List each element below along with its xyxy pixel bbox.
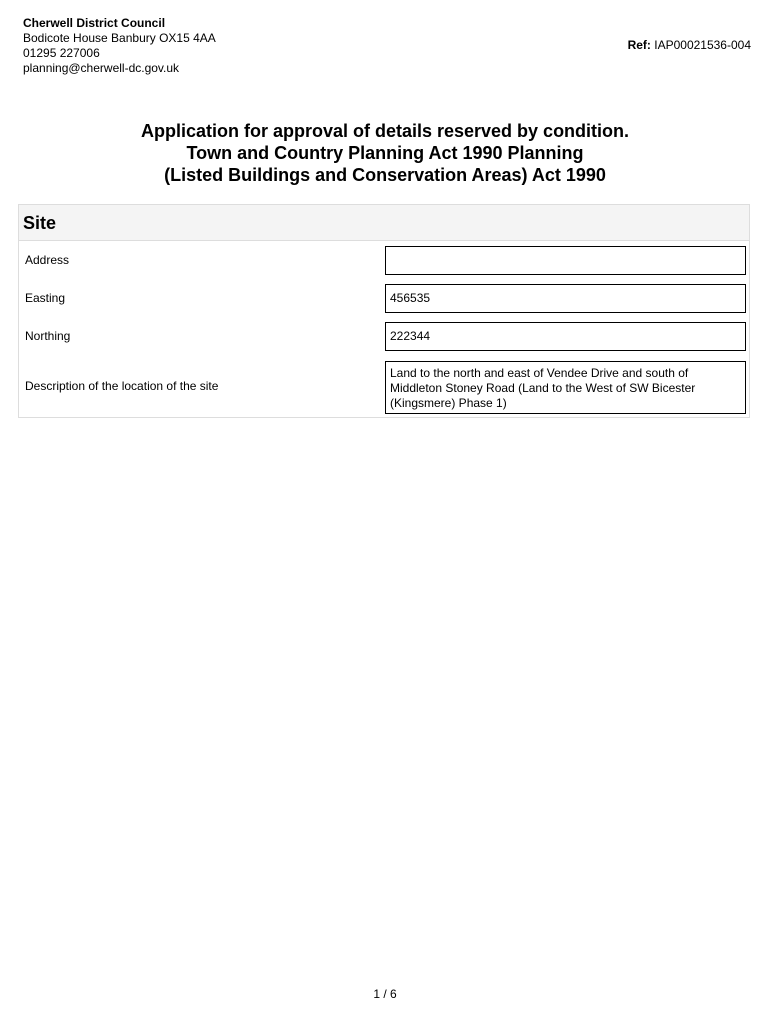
reference-label: Ref:	[627, 38, 651, 52]
easting-label: Easting	[25, 291, 66, 305]
location-description-row	[19, 355, 749, 417]
title-line-1: Application for approval of details reserved by condition.	[140, 121, 630, 141]
title-line-3: (Listed Buildings and Conservation Areas) Act 1990	[164, 165, 606, 185]
reference-value: IAP00021536-004	[654, 38, 751, 52]
northing-field: 222344	[385, 322, 746, 351]
council-name: Cherwell District Council	[23, 16, 166, 30]
document-title	[0, 120, 770, 186]
northing-row	[19, 317, 749, 355]
council-phone: 01295 227006	[23, 46, 100, 60]
address-label: Address	[25, 253, 70, 267]
council-contact-block	[23, 16, 216, 76]
location-description-field: Land to the north and east of Vendee Drive and south of Middleton Stoney Road (Land to the West of SW Bicester (Kingsmere) Phase 1)	[385, 361, 746, 414]
reference-block	[628, 38, 751, 53]
location-description-label: Description of the location of the site	[25, 379, 219, 393]
council-address: Bodicote House Banbury OX15 4AA	[23, 31, 216, 45]
easting-row	[19, 279, 749, 317]
easting-field: 456535	[385, 284, 746, 313]
title-line-2: Town and Country Planning Act 1990 Planning	[186, 143, 584, 163]
page-indicator: 1 / 6	[373, 987, 397, 1001]
council-email: planning@cherwell-dc.gov.uk	[23, 61, 180, 75]
address-field	[385, 246, 746, 275]
address-row	[19, 241, 749, 279]
northing-label: Northing	[25, 329, 71, 343]
site-section	[18, 204, 750, 418]
site-section-heading: Site	[19, 205, 749, 241]
